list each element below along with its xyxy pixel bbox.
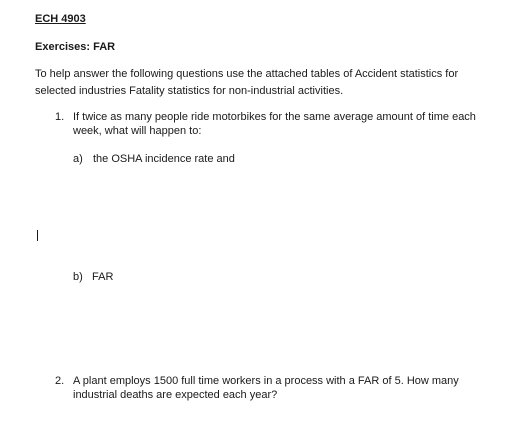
question-1b-label: b) (73, 271, 83, 283)
intro-line-2: selected industries Fatality statistics for non-industrial activities. (35, 85, 344, 97)
question-1b-text: FAR (92, 271, 114, 283)
text-cursor[interactable] (37, 230, 38, 241)
question-2-number: 2. (55, 375, 65, 387)
question-2-line-1: A plant employs 1500 full time workers in a process with a FAR of 5. How many (73, 375, 459, 387)
question-1-number: 1. (55, 111, 65, 123)
question-1-line-2: week, what will happen to: (73, 125, 202, 137)
question-1a-label: a) (73, 153, 83, 165)
question-1-line-1: If twice as many people ride motorbikes for the same average amount of time each (73, 111, 476, 123)
question-1a-text: the OSHA incidence rate and (93, 153, 235, 165)
exercise-heading: Exercises: FAR (35, 41, 116, 53)
question-2-line-2: industrial deaths are expected each year? (73, 389, 278, 401)
intro-line-1: To help answer the following questions use the attached tables of Accident statistics for (35, 68, 459, 80)
course-code: ECH 4903 (35, 13, 86, 25)
